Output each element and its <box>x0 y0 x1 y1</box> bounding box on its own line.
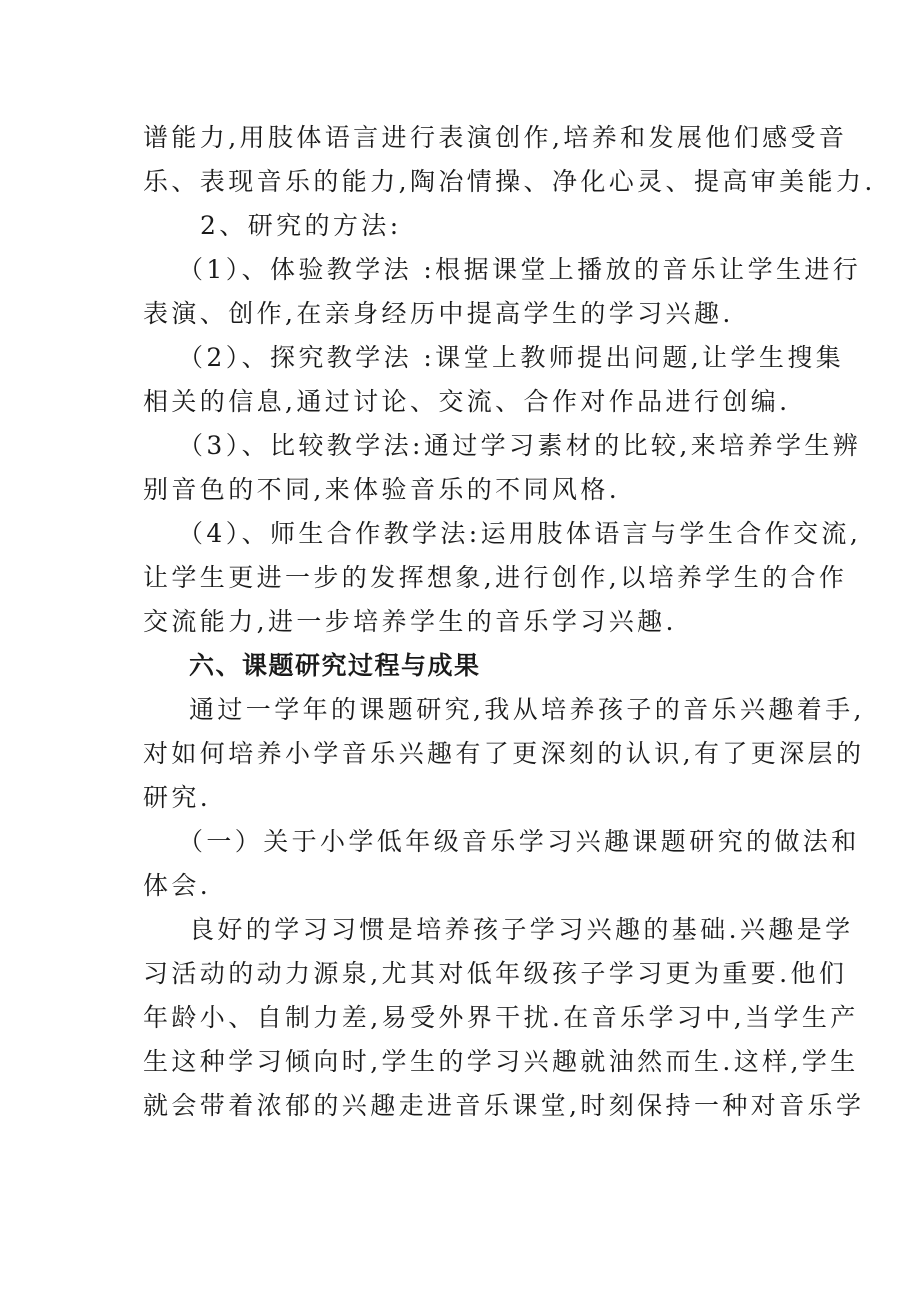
text-line: （3）、比较教学法:通过学习素材的比较,来培养学生辨 <box>178 431 862 460</box>
text-line: 交流能力,进一步培养学生的音乐学习兴趣. <box>143 607 677 636</box>
text-line: （2）、探究教学法 :课堂上教师提出问题,让学生搜集 <box>178 343 845 372</box>
text-line: 表演、创作,在亲身经历中提高学生的学习兴趣. <box>143 299 734 328</box>
text-line: 就会带着浓郁的兴趣走进音乐课堂,时刻保持一种对音乐学 <box>143 1091 865 1120</box>
text-line: （1）、体验教学法 :根据课堂上播放的音乐让学生进行 <box>178 255 862 284</box>
text-line: 让学生更进一步的发挥想象,进行创作,以培养学生的合作 <box>143 563 848 592</box>
text-line: 对如何培养小学音乐兴趣有了更深刻的认识,有了更深层的 <box>143 739 865 768</box>
text-line: 研究. <box>143 783 212 812</box>
text-line: 相关的信息,通过讨论、交流、合作对作品进行创编. <box>143 387 791 416</box>
section-heading: 六、课题研究过程与成果 <box>189 651 481 680</box>
text-line: 年龄小、自制力差,易受外界干扰.在音乐学习中,当学生产 <box>143 1003 859 1032</box>
text-line: 生这种学习倾向时,学生的学习兴趣就油然而生.这样,学生 <box>143 1047 859 1076</box>
text-line: 谱能力,用肢体语言进行表演创作,培养和发展他们感受音 <box>143 123 848 152</box>
methods-heading: 2、研究的方法: <box>200 211 402 240</box>
text-line: 习活动的动力源泉,尤其对低年级孩子学习更为重要.他们 <box>143 959 848 988</box>
subsection-heading: （一）关于小学低年级音乐学习兴趣课题研究的做法和 <box>178 827 860 856</box>
text-line: （4）、师生合作教学法:运用肢体语言与学生合作交流, <box>178 519 862 548</box>
text-line: 通过一学年的课题研究,我从培养孩子的音乐兴趣着手, <box>189 695 865 724</box>
subsection-heading: 体会. <box>143 871 212 900</box>
text-line: 良好的学习习惯是培养孩子学习兴趣的基础.兴趣是学 <box>189 915 854 944</box>
text-line: 别音色的不同,来体验音乐的不同风格. <box>143 475 621 504</box>
text-line: 乐、表现音乐的能力,陶冶情操、净化心灵、提高审美能力. <box>143 167 876 196</box>
